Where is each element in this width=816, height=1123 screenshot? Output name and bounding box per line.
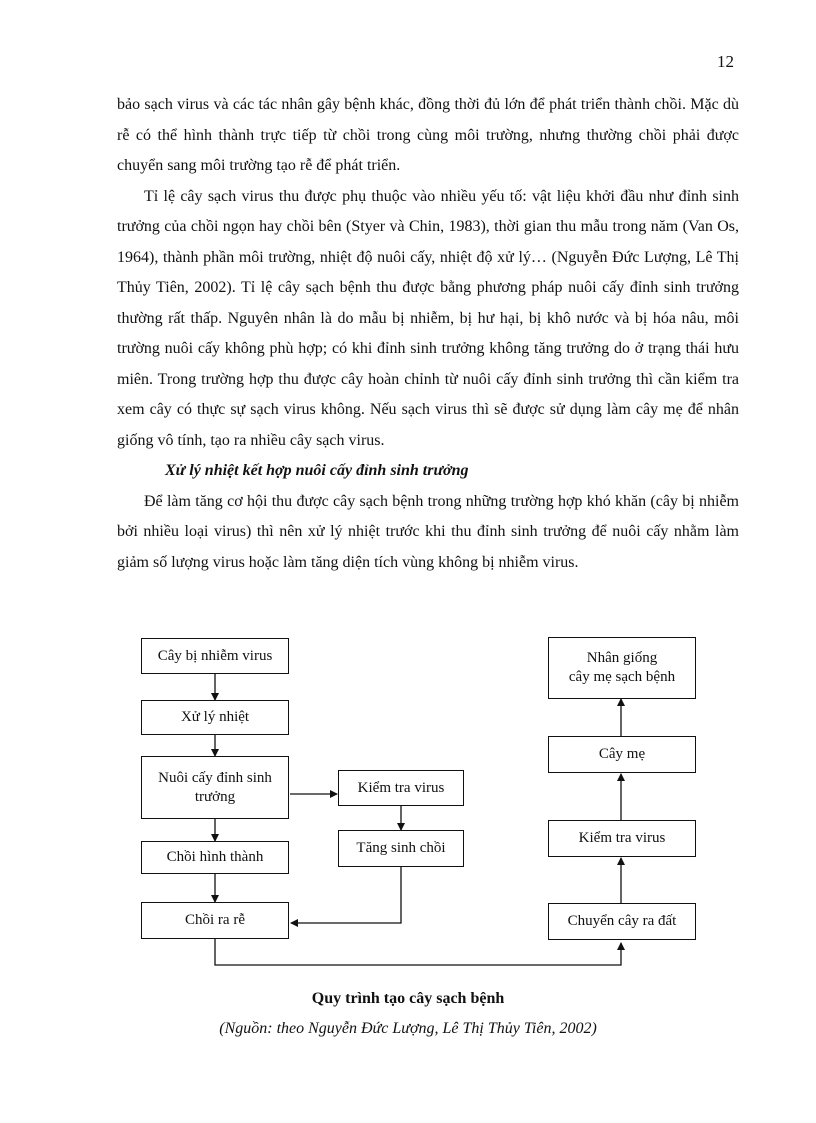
box-label: Kiểm tra virus [357, 779, 445, 796]
box-label-line: cây mẹ sạch bệnh [568, 669, 676, 685]
arrow-rooting-to-transfer [215, 938, 621, 965]
box-shoot-formation [141, 841, 289, 874]
box-label-line: Nhân giống [586, 650, 658, 666]
box-meristem-culture [141, 756, 289, 819]
flowchart [0, 630, 816, 970]
box-label: Xử lý nhiệt [180, 709, 250, 725]
box-infected-plant [141, 638, 289, 674]
paragraph: bảo sạch virus và các tác nhân gây bệnh khác, đồng thời đủ lớn để phát triển thành chồi. Mặc dù rễ có thể hình thành trực tiếp từ chồi trong cùng môi trường, nhưng thường chồi phải được chuyển sang môi trường tạo rễ để phát triển. [117, 96, 739, 174]
page-number: 12 [717, 52, 734, 71]
arrow-multiply-to-rooting [291, 866, 401, 923]
section-heading: Xử lý nhiệt kết hợp nuôi cấy đỉnh sinh trưởng [165, 462, 469, 479]
figure-caption-title: Quy trình tạo cây sạch bệnh [311, 990, 505, 1007]
box-transfer-to-soil [548, 903, 696, 940]
box-label: Kiểm tra virus [578, 830, 666, 846]
box-virus-test-1 [338, 770, 464, 806]
box-shoot-multiplication [338, 830, 464, 867]
box-propagation [548, 637, 696, 699]
box-shoot-rooting [141, 902, 289, 939]
box-label: Tăng sinh chồi [356, 840, 446, 856]
figure-caption-source: (Nguồn: theo Nguyễn Đức Lượng, Lê Thị Thủy Tiên, 2002) [219, 1020, 597, 1037]
box-virus-test-2 [548, 820, 696, 857]
body-text [117, 90, 739, 578]
box-label-line: trưởng [194, 788, 236, 805]
box-heat-treatment [141, 700, 289, 735]
paragraph: Để làm tăng cơ hội thu được cây sạch bệnh trong những trường hợp khó khăn (cây bị nhiễm bởi nhiều loại virus) thì nên xử lý nhiệt trước khi thu đỉnh sinh trưởng để nuôi cấy nhằm làm giảm số lượng virus hoặc làm tăng diện tích vùng không bị nhiễm virus. [117, 492, 739, 571]
paragraph: Tỉ lệ cây sạch virus thu được phụ thuộc vào nhiều yếu tố: vật liệu khởi đầu như đỉnh sinh trưởng của chồi ngọn hay chồi bên (Styer và Chin, 1983), thời gian thu mẫu trong năm (Van Os, 1964), thành phần môi trường, nhiệt độ nuôi cấy, nhiệt độ xử lý… (Nguyễn Đức Lượng, Lê Thị Thủy Tiên, 2002). Tỉ lệ cây sạch bệnh thu được bằng phương pháp nuôi cấy đỉnh sinh trưởng thường rất thấp. Nguyên nhân là do mẫu bị nhiễm, bị hư hại, bị khô nước và bị hóa nâu, môi trường nuôi cấy không phù hợp; có khi đỉnh sinh trưởng không tăng trưởng do ở trạng thái hưu miên. Trong trường hợp thu được cây hoàn chỉnh từ nuôi cấy đỉnh sinh trưởng thì cần kiểm tra xem cây có thực sự sạch virus không. Nếu sạch virus thì sẽ được sử dụng làm cây mẹ để nhân giống vô tính, tạo ra nhiều cây sạch virus. [117, 187, 739, 449]
box-label: Cây bị nhiễm virus [157, 647, 273, 664]
box-label: Chồi ra rễ [185, 912, 245, 928]
box-label-line: Nuôi cấy đỉnh sinh [158, 769, 272, 786]
box-mother-plant [548, 736, 696, 773]
box-label: Cây mẹ [598, 746, 646, 762]
box-label: Chuyển cây ra đất [567, 913, 677, 929]
box-label: Chồi hình thành [166, 849, 264, 865]
